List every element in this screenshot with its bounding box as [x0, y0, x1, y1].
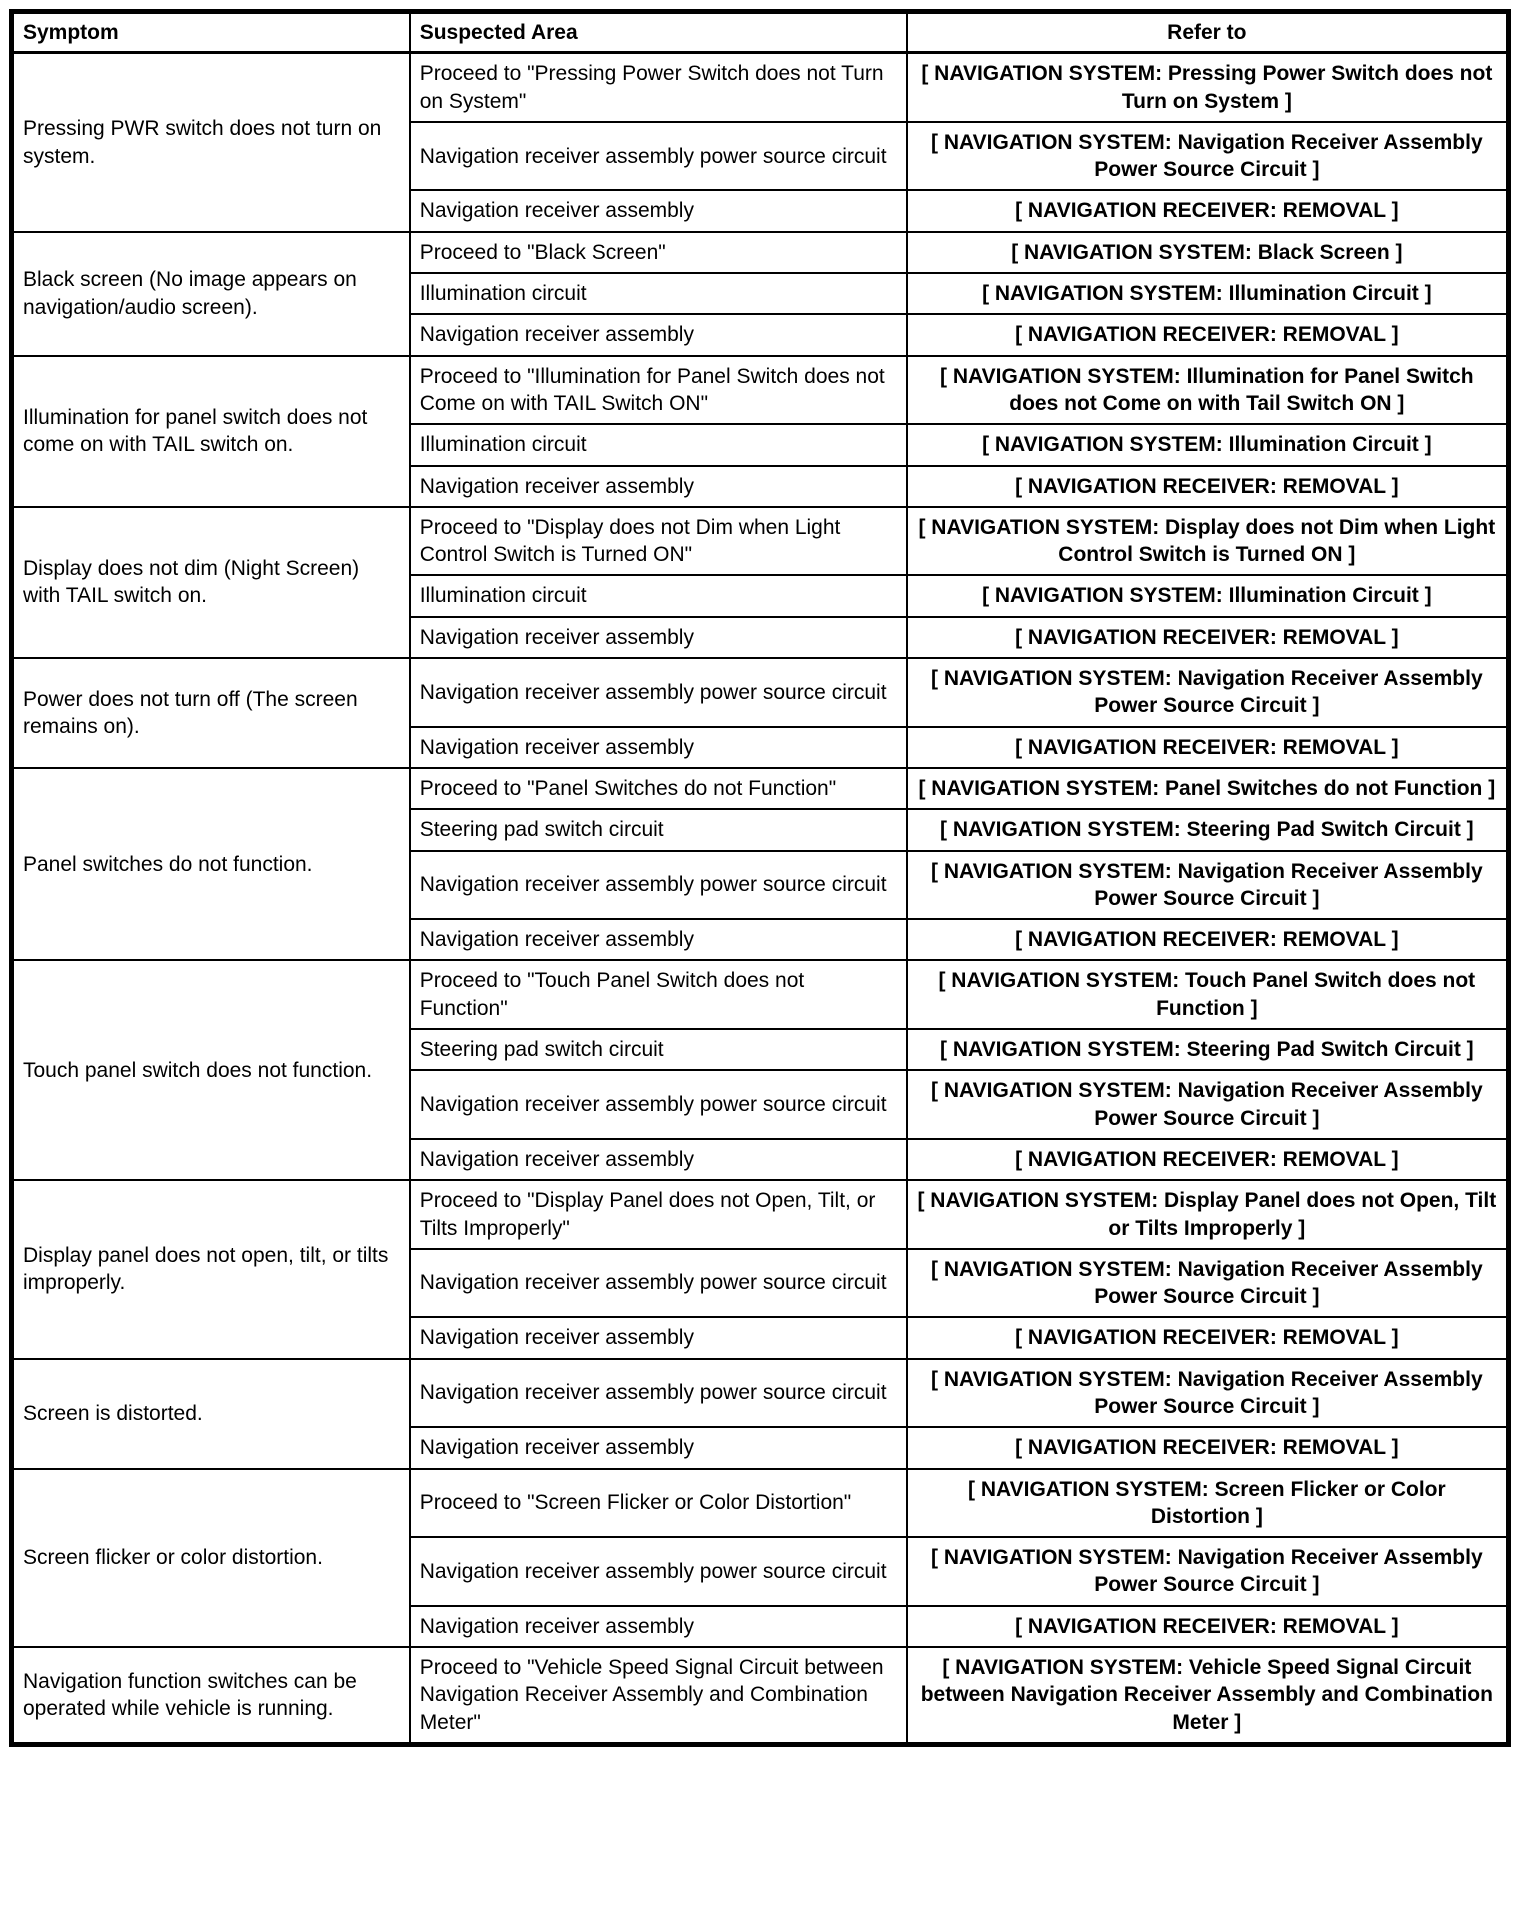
symptom-cell: Display panel does not open, tilt, or tilts improperly.: [12, 1180, 410, 1358]
table-row: [12, 960, 1509, 1029]
symptom-cell: Touch panel switch does not function.: [12, 960, 410, 1180]
symptom-troubleshooting-table: [9, 9, 1511, 1747]
refer-to-link[interactable]: [ NAVIGATION SYSTEM: Illumination Circuit ]: [907, 273, 1509, 314]
suspected-area-cell: Proceed to "Panel Switches do not Function": [410, 768, 907, 809]
column-header-symptom: Symptom: [12, 12, 410, 53]
suspected-area-cell: Proceed to "Display does not Dim when Light Control Switch is Turned ON": [410, 507, 907, 576]
refer-to-link[interactable]: [ NAVIGATION SYSTEM: Screen Flicker or Color Distortion ]: [907, 1469, 1509, 1538]
refer-to-link[interactable]: [ NAVIGATION SYSTEM: Pressing Power Switch does not Turn on System ]: [907, 53, 1509, 122]
symptom-cell: Pressing PWR switch does not turn on system.: [12, 53, 410, 232]
suspected-area-cell: Navigation receiver assembly power source circuit: [410, 122, 907, 191]
refer-to-link[interactable]: [ NAVIGATION SYSTEM: Navigation Receiver Assembly Power Source Circuit ]: [907, 122, 1509, 191]
refer-to-link[interactable]: [ NAVIGATION SYSTEM: Black Screen ]: [907, 232, 1509, 273]
refer-to-link[interactable]: [ NAVIGATION RECEIVER: REMOVAL ]: [907, 919, 1509, 960]
suspected-area-cell: Proceed to "Vehicle Speed Signal Circuit between Navigation Receiver Assembly and Combination Meter": [410, 1647, 907, 1744]
refer-to-link[interactable]: [ NAVIGATION RECEIVER: REMOVAL ]: [907, 1606, 1509, 1647]
symptom-cell: Screen flicker or color distortion.: [12, 1469, 410, 1647]
suspected-area-cell: Navigation receiver assembly: [410, 466, 907, 507]
refer-to-link[interactable]: [ NAVIGATION RECEIVER: REMOVAL ]: [907, 314, 1509, 355]
refer-to-link[interactable]: [ NAVIGATION SYSTEM: Display does not Dim when Light Control Switch is Turned ON ]: [907, 507, 1509, 576]
refer-to-link[interactable]: [ NAVIGATION SYSTEM: Vehicle Speed Signal Circuit between Navigation Receiver Assembly and Combination Meter ]: [907, 1647, 1509, 1744]
symptom-cell: Navigation function switches can be operated while vehicle is running.: [12, 1647, 410, 1744]
column-header-suspected-area: Suspected Area: [410, 12, 907, 53]
suspected-area-cell: Proceed to "Pressing Power Switch does not Turn on System": [410, 53, 907, 122]
refer-to-link[interactable]: [ NAVIGATION SYSTEM: Navigation Receiver Assembly Power Source Circuit ]: [907, 658, 1509, 727]
suspected-area-cell: Navigation receiver assembly: [410, 1427, 907, 1468]
refer-to-link[interactable]: [ NAVIGATION SYSTEM: Steering Pad Switch Circuit ]: [907, 809, 1509, 850]
refer-to-link[interactable]: [ NAVIGATION SYSTEM: Navigation Receiver Assembly Power Source Circuit ]: [907, 1359, 1509, 1428]
suspected-area-cell: Navigation receiver assembly power source circuit: [410, 1070, 907, 1139]
symptom-cell: Screen is distorted.: [12, 1359, 410, 1469]
suspected-area-cell: Proceed to "Screen Flicker or Color Distortion": [410, 1469, 907, 1538]
suspected-area-cell: Illumination circuit: [410, 575, 907, 616]
refer-to-link[interactable]: [ NAVIGATION SYSTEM: Navigation Receiver Assembly Power Source Circuit ]: [907, 1249, 1509, 1318]
suspected-area-cell: Navigation receiver assembly power source circuit: [410, 1249, 907, 1318]
refer-to-link[interactable]: [ NAVIGATION SYSTEM: Illumination Circuit ]: [907, 575, 1509, 616]
refer-to-link[interactable]: [ NAVIGATION RECEIVER: REMOVAL ]: [907, 1317, 1509, 1358]
suspected-area-cell: Navigation receiver assembly power source circuit: [410, 851, 907, 920]
table-row: [12, 1359, 1509, 1428]
refer-to-link[interactable]: [ NAVIGATION SYSTEM: Steering Pad Switch Circuit ]: [907, 1029, 1509, 1070]
suspected-area-cell: Illumination circuit: [410, 273, 907, 314]
suspected-area-cell: Steering pad switch circuit: [410, 1029, 907, 1070]
refer-to-link[interactable]: [ NAVIGATION SYSTEM: Display Panel does not Open, Tilt or Tilts Improperly ]: [907, 1180, 1509, 1249]
table-row: [12, 232, 1509, 273]
suspected-area-cell: Navigation receiver assembly: [410, 919, 907, 960]
refer-to-link[interactable]: [ NAVIGATION RECEIVER: REMOVAL ]: [907, 1139, 1509, 1180]
table-row: [12, 53, 1509, 122]
symptom-cell: Panel switches do not function.: [12, 768, 410, 960]
refer-to-link[interactable]: [ NAVIGATION RECEIVER: REMOVAL ]: [907, 466, 1509, 507]
symptom-cell: Black screen (No image appears on navigation/audio screen).: [12, 232, 410, 356]
suspected-area-cell: Proceed to "Black Screen": [410, 232, 907, 273]
suspected-area-cell: Proceed to "Touch Panel Switch does not Function": [410, 960, 907, 1029]
symptom-cell: Illumination for panel switch does not come on with TAIL switch on.: [12, 356, 410, 507]
table-row: [12, 658, 1509, 727]
table-row: [12, 1647, 1509, 1744]
table-row: [12, 1469, 1509, 1538]
suspected-area-cell: Navigation receiver assembly: [410, 1139, 907, 1180]
table-row: [12, 768, 1509, 809]
header-row: [12, 12, 1509, 53]
suspected-area-cell: Navigation receiver assembly power source circuit: [410, 1537, 907, 1606]
symptom-cell: Power does not turn off (The screen remains on).: [12, 658, 410, 768]
suspected-area-cell: Navigation receiver assembly: [410, 314, 907, 355]
suspected-area-cell: Proceed to "Display Panel does not Open, Tilt, or Tilts Improperly": [410, 1180, 907, 1249]
suspected-area-cell: Navigation receiver assembly power source circuit: [410, 1359, 907, 1428]
suspected-area-cell: Steering pad switch circuit: [410, 809, 907, 850]
suspected-area-cell: Navigation receiver assembly: [410, 1606, 907, 1647]
symptom-cell: Display does not dim (Night Screen) with TAIL switch on.: [12, 507, 410, 658]
refer-to-link[interactable]: [ NAVIGATION SYSTEM: Touch Panel Switch does not Function ]: [907, 960, 1509, 1029]
refer-to-link[interactable]: [ NAVIGATION RECEIVER: REMOVAL ]: [907, 727, 1509, 768]
refer-to-link[interactable]: [ NAVIGATION SYSTEM: Panel Switches do not Function ]: [907, 768, 1509, 809]
suspected-area-cell: Navigation receiver assembly: [410, 617, 907, 658]
suspected-area-cell: Navigation receiver assembly: [410, 190, 907, 231]
refer-to-link[interactable]: [ NAVIGATION RECEIVER: REMOVAL ]: [907, 190, 1509, 231]
suspected-area-cell: Proceed to "Illumination for Panel Switch does not Come on with TAIL Switch ON": [410, 356, 907, 425]
table-row: [12, 507, 1509, 576]
refer-to-link[interactable]: [ NAVIGATION SYSTEM: Navigation Receiver Assembly Power Source Circuit ]: [907, 1070, 1509, 1139]
table-row: [12, 356, 1509, 425]
suspected-area-cell: Illumination circuit: [410, 424, 907, 465]
refer-to-link[interactable]: [ NAVIGATION SYSTEM: Illumination Circuit ]: [907, 424, 1509, 465]
refer-to-link[interactable]: [ NAVIGATION RECEIVER: REMOVAL ]: [907, 617, 1509, 658]
refer-to-link[interactable]: [ NAVIGATION SYSTEM: Navigation Receiver Assembly Power Source Circuit ]: [907, 1537, 1509, 1606]
refer-to-link[interactable]: [ NAVIGATION RECEIVER: REMOVAL ]: [907, 1427, 1509, 1468]
suspected-area-cell: Navigation receiver assembly: [410, 1317, 907, 1358]
suspected-area-cell: Navigation receiver assembly: [410, 727, 907, 768]
symptom-table-body: [12, 53, 1509, 1745]
refer-to-link[interactable]: [ NAVIGATION SYSTEM: Navigation Receiver Assembly Power Source Circuit ]: [907, 851, 1509, 920]
refer-to-link[interactable]: [ NAVIGATION SYSTEM: Illumination for Panel Switch does not Come on with Tail Switch ON ]: [907, 356, 1509, 425]
table-row: [12, 1180, 1509, 1249]
suspected-area-cell: Navigation receiver assembly power source circuit: [410, 658, 907, 727]
column-header-refer-to: Refer to: [907, 12, 1509, 53]
